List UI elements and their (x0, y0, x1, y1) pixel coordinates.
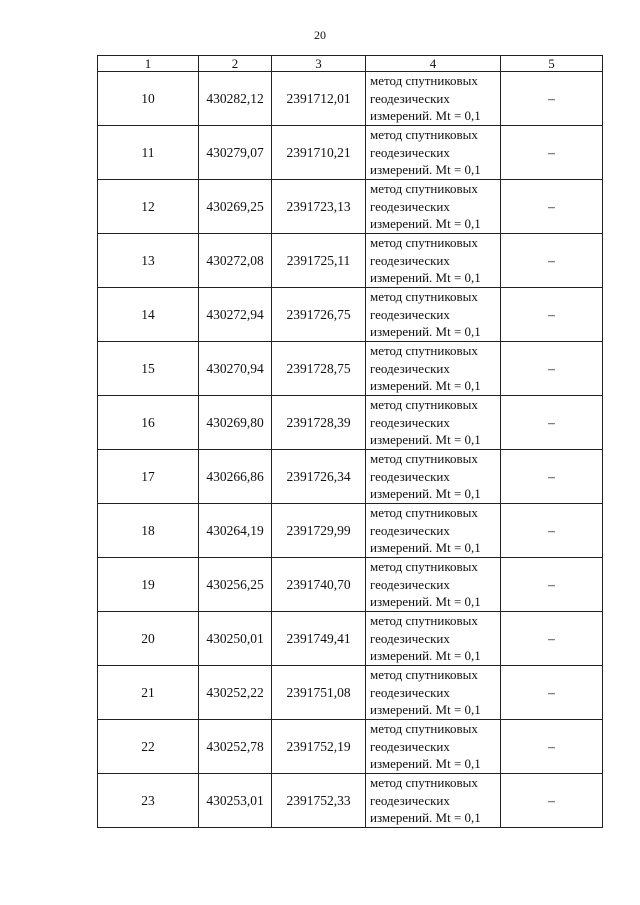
method-line: метод спутниковых (370, 667, 478, 683)
table-body (98, 72, 603, 828)
header-col-1: 1 (98, 56, 199, 72)
method-line: метод спутниковых (370, 559, 478, 575)
note-cell: – (501, 450, 603, 504)
method-line: геодезических (370, 576, 450, 592)
table-header (98, 56, 603, 72)
method-line: измерений. Mt = 0,1 (370, 216, 481, 232)
note-cell: – (501, 288, 603, 342)
header-col-2: 2 (199, 56, 272, 72)
y-coordinate-cell: 2391751,08 (272, 666, 366, 720)
note-cell: – (501, 126, 603, 180)
x-coordinate-cell: 430269,25 (199, 180, 272, 234)
y-coordinate-cell: 2391726,34 (272, 450, 366, 504)
table-row (98, 612, 603, 666)
x-coordinate-cell: 430282,12 (199, 72, 272, 126)
table-row (98, 558, 603, 612)
method-cell (366, 612, 501, 666)
method-line: геодезических (370, 630, 450, 646)
method-line: метод спутниковых (370, 289, 478, 305)
x-coordinate-cell: 430266,86 (199, 450, 272, 504)
method-line: метод спутниковых (370, 181, 478, 197)
y-coordinate-cell: 2391710,21 (272, 126, 366, 180)
point-number-cell: 10 (98, 72, 199, 126)
method-line: метод спутниковых (370, 397, 478, 413)
x-coordinate-cell: 430264,19 (199, 504, 272, 558)
method-line: измерений. Mt = 0,1 (370, 648, 481, 664)
note-cell: – (501, 180, 603, 234)
table-row (98, 234, 603, 288)
table-row (98, 288, 603, 342)
y-coordinate-cell: 2391728,39 (272, 396, 366, 450)
header-row (98, 56, 603, 72)
method-line: измерений. Mt = 0,1 (370, 702, 481, 718)
method-line: геодезических (370, 522, 450, 538)
method-line: метод спутниковых (370, 235, 478, 251)
x-coordinate-cell: 430250,01 (199, 612, 272, 666)
note-cell: – (501, 666, 603, 720)
note-cell: – (501, 72, 603, 126)
method-line: метод спутниковых (370, 451, 478, 467)
table-row (98, 774, 603, 828)
method-line: измерений. Mt = 0,1 (370, 108, 481, 124)
method-cell (366, 666, 501, 720)
x-coordinate-cell: 430279,07 (199, 126, 272, 180)
y-coordinate-cell: 2391749,41 (272, 612, 366, 666)
coordinates-table (97, 55, 603, 828)
y-coordinate-cell: 2391740,70 (272, 558, 366, 612)
point-number-cell: 21 (98, 666, 199, 720)
method-line: геодезических (370, 90, 450, 106)
x-coordinate-cell: 430256,25 (199, 558, 272, 612)
y-coordinate-cell: 2391728,75 (272, 342, 366, 396)
point-number-cell: 15 (98, 342, 199, 396)
y-coordinate-cell: 2391725,11 (272, 234, 366, 288)
method-line: измерений. Mt = 0,1 (370, 594, 481, 610)
x-coordinate-cell: 430272,08 (199, 234, 272, 288)
method-line: измерений. Mt = 0,1 (370, 270, 481, 286)
method-line: геодезических (370, 684, 450, 700)
method-line: метод спутниковых (370, 343, 478, 359)
header-col-3: 3 (272, 56, 366, 72)
method-line: геодезических (370, 144, 450, 160)
method-line: геодезических (370, 198, 450, 214)
method-line: геодезических (370, 414, 450, 430)
y-coordinate-cell: 2391752,19 (272, 720, 366, 774)
table-row (98, 72, 603, 126)
note-cell: – (501, 234, 603, 288)
x-coordinate-cell: 430252,78 (199, 720, 272, 774)
table-row (98, 342, 603, 396)
note-cell: – (501, 558, 603, 612)
x-coordinate-cell: 430272,94 (199, 288, 272, 342)
point-number-cell: 17 (98, 450, 199, 504)
x-coordinate-cell: 430252,22 (199, 666, 272, 720)
method-cell (366, 504, 501, 558)
table-row (98, 720, 603, 774)
y-coordinate-cell: 2391726,75 (272, 288, 366, 342)
method-cell (366, 126, 501, 180)
method-line: метод спутниковых (370, 127, 478, 143)
table-row (98, 180, 603, 234)
method-line: измерений. Mt = 0,1 (370, 432, 481, 448)
method-cell (366, 288, 501, 342)
method-line: метод спутниковых (370, 505, 478, 521)
method-line: геодезических (370, 738, 450, 754)
point-number-cell: 12 (98, 180, 199, 234)
method-line: метод спутниковых (370, 73, 478, 89)
point-number-cell: 23 (98, 774, 199, 828)
note-cell: – (501, 396, 603, 450)
x-coordinate-cell: 430269,80 (199, 396, 272, 450)
header-col-4: 4 (366, 56, 501, 72)
method-line: метод спутниковых (370, 721, 478, 737)
method-line: геодезических (370, 252, 450, 268)
method-cell (366, 396, 501, 450)
point-number-cell: 14 (98, 288, 199, 342)
point-number-cell: 22 (98, 720, 199, 774)
method-cell (366, 450, 501, 504)
y-coordinate-cell: 2391752,33 (272, 774, 366, 828)
note-cell: – (501, 720, 603, 774)
method-cell (366, 774, 501, 828)
x-coordinate-cell: 430270,94 (199, 342, 272, 396)
header-col-5: 5 (501, 56, 603, 72)
point-number-cell: 18 (98, 504, 199, 558)
point-number-cell: 19 (98, 558, 199, 612)
table-row (98, 504, 603, 558)
method-line: метод спутниковых (370, 613, 478, 629)
method-line: измерений. Mt = 0,1 (370, 756, 481, 772)
note-cell: – (501, 612, 603, 666)
note-cell: – (501, 504, 603, 558)
method-line: измерений. Mt = 0,1 (370, 162, 481, 178)
method-cell (366, 720, 501, 774)
note-cell: – (501, 342, 603, 396)
method-line: измерений. Mt = 0,1 (370, 324, 481, 340)
point-number-cell: 11 (98, 126, 199, 180)
y-coordinate-cell: 2391712,01 (272, 72, 366, 126)
method-line: геодезических (370, 468, 450, 484)
table-row (98, 666, 603, 720)
method-cell (366, 558, 501, 612)
table-row (98, 126, 603, 180)
note-cell: – (501, 774, 603, 828)
point-number-cell: 16 (98, 396, 199, 450)
point-number-cell: 13 (98, 234, 199, 288)
x-coordinate-cell: 430253,01 (199, 774, 272, 828)
y-coordinate-cell: 2391723,13 (272, 180, 366, 234)
method-cell (366, 72, 501, 126)
method-cell (366, 234, 501, 288)
point-number-cell: 20 (98, 612, 199, 666)
method-line: геодезических (370, 360, 450, 376)
table-row (98, 396, 603, 450)
method-line: измерений. Mt = 0,1 (370, 378, 481, 394)
method-line: метод спутниковых (370, 775, 478, 791)
method-line: геодезических (370, 792, 450, 808)
method-line: геодезических (370, 306, 450, 322)
method-line: измерений. Mt = 0,1 (370, 486, 481, 502)
y-coordinate-cell: 2391729,99 (272, 504, 366, 558)
method-line: измерений. Mt = 0,1 (370, 810, 481, 826)
method-line: измерений. Mt = 0,1 (370, 540, 481, 556)
page-number: 20 (314, 28, 326, 42)
table-row (98, 450, 603, 504)
method-cell (366, 342, 501, 396)
method-cell (366, 180, 501, 234)
